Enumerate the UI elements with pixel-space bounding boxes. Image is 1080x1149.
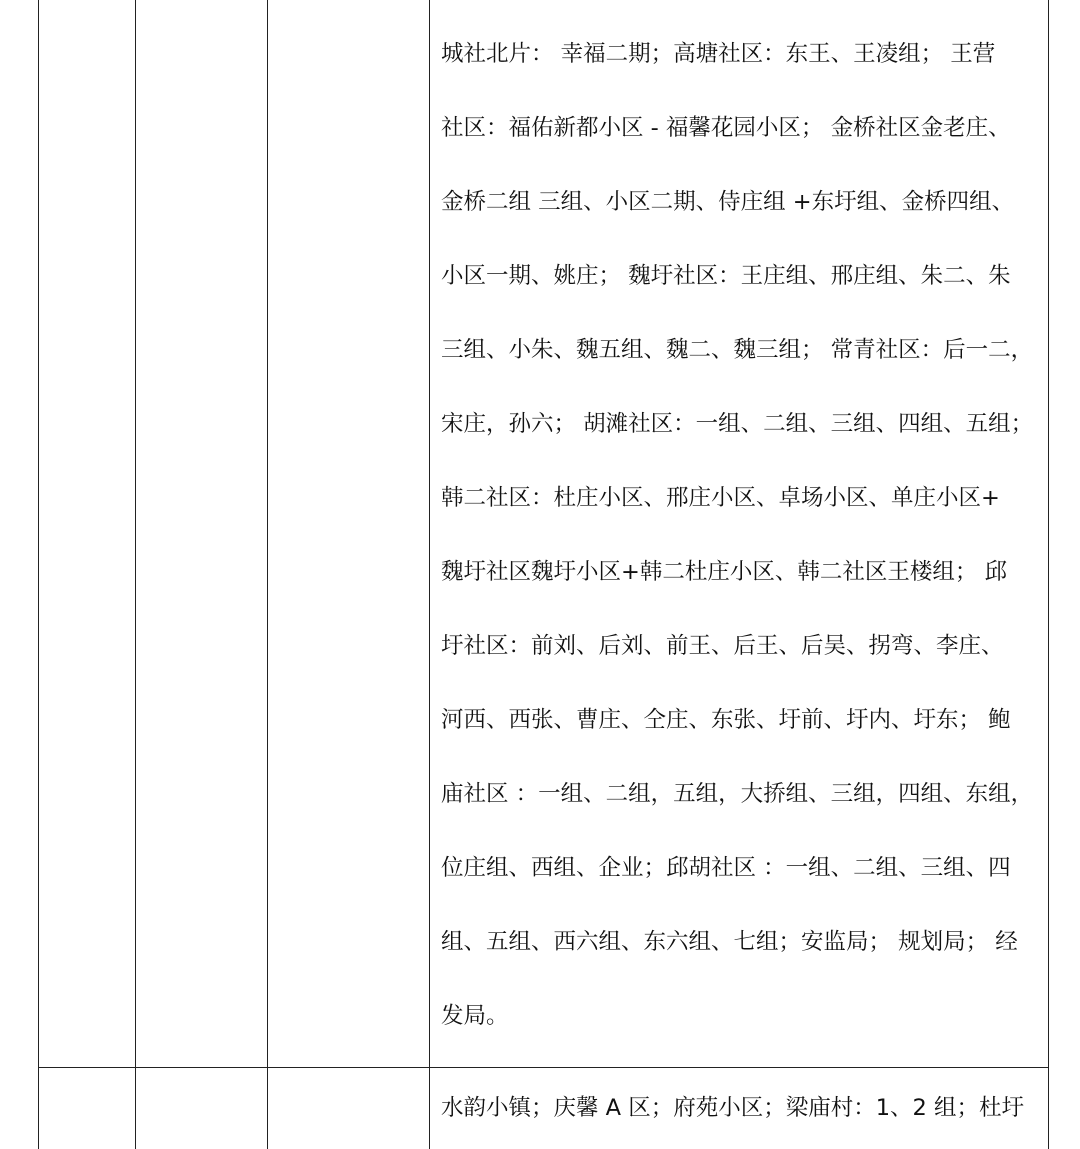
- row-border: [38, 1067, 1049, 1068]
- text-line: 小区一期、姚庄； 魏圩社区：王庄组、邢庄组、朱二、朱: [441, 263, 1011, 289]
- column-border-left: [38, 0, 39, 1149]
- text-line: 水韵小镇；庆馨 A 区；府苑小区；梁庙村：1、2 组；杜圩: [441, 1095, 1024, 1121]
- text-line: 组、五组、西六组、东六组、七组；安监局； 规划局； 经: [441, 929, 1018, 955]
- column-border-right: [1048, 0, 1049, 1149]
- text-line: 城社北片： 幸福二期；高塘社区：东王、王凌组； 王营: [441, 41, 996, 67]
- text-line: 魏圩社区魏圩小区+韩二杜庄小区、韩二社区王楼组； 邱: [441, 559, 1008, 585]
- text-line: 位庄组、西组、企业；邱胡社区 ：一组、二组、三组、四: [441, 855, 1011, 881]
- text-line: 河西、西张、曹庄、仝庄、东张、圩前、圩内、圩东； 鲍: [441, 707, 1011, 733]
- row-1-area-cell: [430, 17, 1048, 1053]
- column-border-3: [267, 0, 268, 1149]
- text-line: 发局。: [441, 1003, 509, 1029]
- text-line: 社区：福佑新都小区 - 福馨花园小区； 金桥社区金老庄、: [441, 115, 1011, 141]
- row-2-area-cell: [430, 1071, 1048, 1145]
- text-line: 宋庄，孙六； 胡滩社区：一组、二组、三组、四组、五组；: [441, 411, 1034, 437]
- text-line: 圩社区：前刘、后刘、前王、后王、后吴、拐弯、李庄、: [441, 633, 1004, 659]
- text-line: 金桥二组 三组、小区二期、侍庄组 +东圩组、金桥四组、: [441, 189, 1015, 215]
- text-line: 韩二社区：杜庄小区、邢庄小区、卓场小区、单庄小区+: [441, 485, 1000, 511]
- text-line: 三组、小朱、魏五组、魏二、魏三组； 常青社区：后一二，: [441, 337, 1034, 363]
- column-border-2: [135, 0, 136, 1149]
- text-line: 庙社区 ：一组、二组，五组，大挢组、三组，四组、东组，: [441, 781, 1034, 807]
